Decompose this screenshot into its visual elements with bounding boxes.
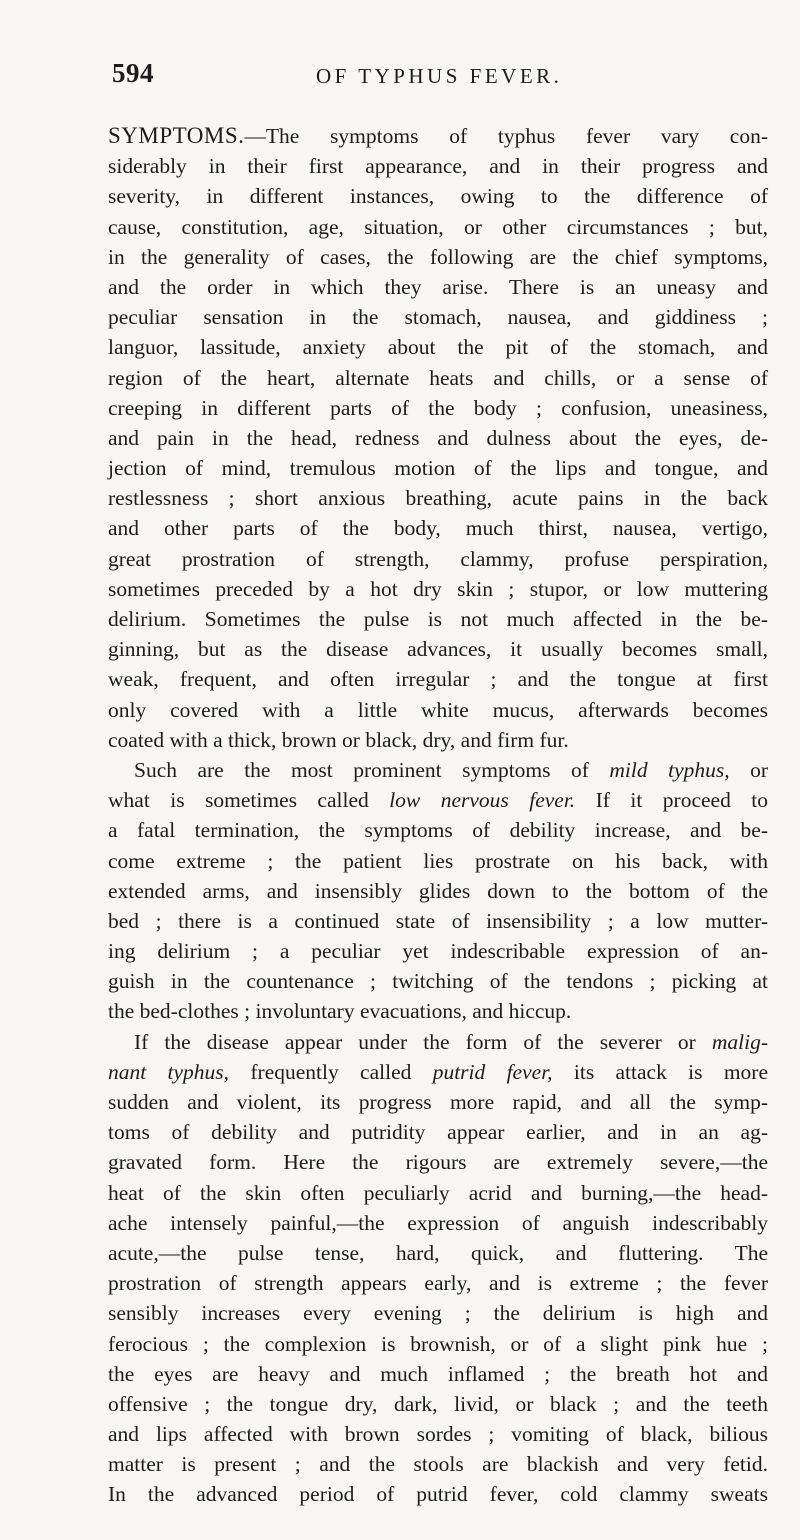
text-line: languor, lassitude, anxiety about the pit of the stomach, and (108, 335, 768, 360)
italic-term: malig- (711, 1029, 768, 1054)
text-line: ing delirium ; a peculiar yet indescribable expression of an- (108, 939, 768, 964)
text-line: jection of mind, tremulous motion of the lips and tongue, and (108, 456, 768, 481)
text-line: creeping in different parts of the body ; confusion, uneasiness, (108, 395, 768, 420)
text-line: only covered with a little white mucus, afterwards becomes (108, 697, 768, 722)
text-line: offensive ; the tongue dry, dark, livid, or black ; and the teeth (108, 1391, 768, 1416)
text-line: acute,—the pulse tense, hard, quick, and fluttering. The (108, 1240, 768, 1265)
text-line: a fatal termination, the symptoms of debility increase, and be- (108, 818, 768, 843)
text-line: sensibly increases every evening ; the delirium is high and (108, 1301, 768, 1326)
text-line: what is sometimes called low nervous fever. If it proceed to (108, 788, 768, 813)
text-line: peculiar sensation in the stomach, nausea, and giddiness ; (108, 305, 768, 330)
text-line: If the disease appear under the form of the severer or malig- (134, 1029, 768, 1054)
text-line: extended arms, and insensibly glides down to the bottom of the (108, 878, 768, 903)
running-head: OF TYPHUS FEVER. (316, 64, 563, 88)
text-line: weak, frequent, and often irregular ; and the tongue at first (108, 667, 768, 692)
page-number: 594 (112, 58, 154, 88)
section-lead-word: SYMPTOMS. (108, 123, 245, 148)
text-line: bed ; there is a continued state of insensibility ; a low mutter- (108, 908, 768, 933)
italic-term: nant typhus, (108, 1059, 230, 1084)
text-line: the eyes are heavy and much inflamed ; the breath hot and (108, 1361, 768, 1386)
text-line: nant typhus, frequently called putrid fever, its attack is more (108, 1059, 769, 1084)
text-line: cause, constitution, age, situation, or other circumstances ; but, (108, 214, 768, 239)
text-line: In the advanced period of putrid fever, cold clammy sweats (108, 1482, 768, 1507)
text-line: and other parts of the body, much thirst, nausea, vertigo, (108, 516, 768, 541)
text-line: Such are the most prominent symptoms of mild typhus, or (134, 757, 768, 782)
text-line: guish in the countenance ; twitching of the tendons ; picking at (108, 969, 768, 994)
text-line: and pain in the head, redness and dulness about the eyes, de- (108, 425, 768, 450)
text-line: and lips affected with brown sordes ; vomiting of black, bilious (108, 1422, 768, 1447)
text-line: severity, in different instances, owing to the difference of (108, 184, 768, 209)
text-line: in the generality of cases, the following are the chief symptoms, (108, 244, 768, 269)
text-line: ginning, but as the disease advances, it usually becomes small, (108, 637, 768, 662)
text-line: come extreme ; the patient lies prostrate on his back, with (108, 848, 768, 873)
text-line: restlessness ; short anxious breathing, acute pains in the back (108, 486, 768, 511)
text-line: and the order in which they arise. There is an uneasy and (108, 274, 768, 299)
text-line: matter is present ; and the stools are blackish and very fetid. (108, 1452, 768, 1477)
text-line: sometimes preceded by a hot dry skin ; stupor, or low muttering (108, 576, 768, 601)
page-header (112, 58, 752, 94)
text-line: gravated form. Here the rigours are extremely severe,—the (108, 1150, 768, 1175)
text-line: sudden and violent, its progress more rapid, and all the symp- (108, 1090, 768, 1114)
text-line: region of the heart, alternate heats and chills, or a sense of (108, 365, 768, 390)
text-line: great prostration of strength, clammy, profuse perspiration, (108, 546, 768, 571)
text-line: ache intensely painful,—the expression of anguish indescribably (108, 1210, 768, 1235)
italic-term: putrid fever, (432, 1059, 553, 1084)
italic-term: low nervous fever. (389, 788, 576, 813)
text-line: delirium. Sometimes the pulse is not much affected in the be- (108, 607, 768, 631)
text-line: ferocious ; the complexion is brownish, or of a slight pink hue ; (108, 1331, 768, 1356)
text-line: siderably in their first appearance, and in their progress and (108, 154, 768, 179)
text-line: toms of debility and putridity appear earlier, and in an ag- (108, 1120, 768, 1145)
body-text (108, 121, 768, 1540)
text-line: SYMPTOMS.—The symptoms of typhus fever vary con- (108, 123, 768, 148)
text-line (108, 1510, 768, 1540)
text-line: prostration of strength appears early, and is extreme ; the fever (108, 1271, 768, 1296)
text-line: the bed-clothes ; involuntary evacuations, and hiccup. (108, 999, 572, 1024)
text-line: heat of the skin often peculiarly acrid and burning,—the head- (108, 1180, 768, 1205)
italic-term: mild typhus, (609, 757, 730, 782)
text-line: coated with a thick, brown or black, dry, and firm fur. (108, 727, 569, 752)
